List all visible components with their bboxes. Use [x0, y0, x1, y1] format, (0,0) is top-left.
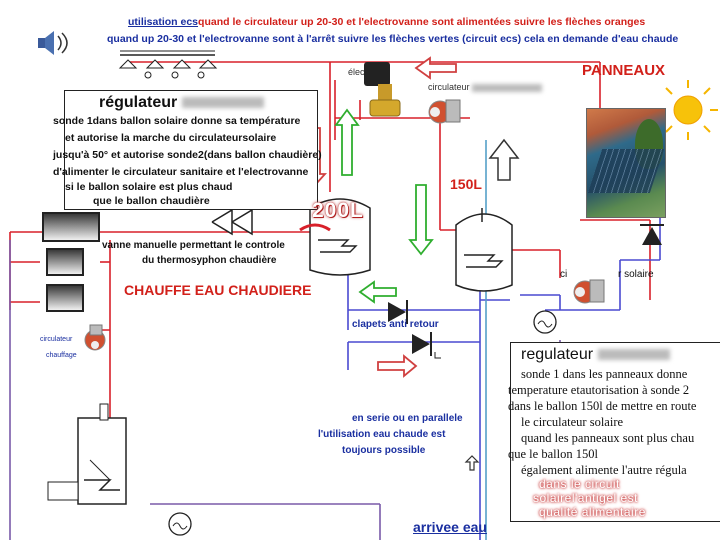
- label-clapets: clapets anti retour: [352, 319, 439, 330]
- regulator-2-line: le circulateur solaire: [521, 415, 624, 429]
- tank-150l-label: 150L: [450, 176, 482, 192]
- regulator-2-panel: [510, 342, 720, 522]
- radiator: [46, 248, 84, 276]
- orange-arrow: [378, 356, 416, 376]
- regulator-1-title: régulateur: [99, 94, 264, 112]
- label-chauffage: chauffage: [46, 352, 77, 359]
- note-serie-1: en serie ou en parallele: [352, 413, 463, 424]
- header-orange-instruction: quand le circulateur up 20-30 et l'electrovanne sont alimentées suivre les flèches oranges: [198, 16, 646, 28]
- regulator-2-antigel-line: qualité alimentaire: [539, 505, 646, 519]
- regulator-2-antigel-line: dans le circuit: [539, 477, 620, 491]
- tank-200l-label: 200L: [312, 199, 364, 222]
- note-serie-3: toujours possible: [342, 445, 426, 456]
- regulator-2-title: regulateur: [521, 346, 670, 364]
- regulator-1-line: d'alimenter le circulateur sanitaire et l'electrovanne: [53, 166, 309, 178]
- regulator-2-line: quand les panneaux sont plus chau: [521, 431, 695, 445]
- radiator: [46, 284, 84, 312]
- label-circulateur-chauffage: circulateur: [40, 336, 73, 343]
- regulator-1-line: sonde 1dans ballon solaire donne sa température: [53, 115, 301, 127]
- regulator-2-line: sonde 1 dans les panneaux donne: [521, 367, 688, 381]
- regulator-2-line: dans le ballon 150l de mettre en route: [508, 399, 697, 413]
- regulator-2-line: temperature etautorisation à sonde 2: [508, 383, 690, 397]
- green-arrow: [360, 282, 396, 302]
- tank-150l: [456, 208, 512, 291]
- up-arrow: [490, 140, 518, 180]
- temperature-sensor: [534, 311, 556, 333]
- regulator-2-antigel-line: solairel'antigel est: [533, 491, 639, 505]
- header-line-1: [128, 17, 645, 28]
- up-arrow: [466, 456, 478, 470]
- header-line-2: quand up 20-30 et l'electrovanne sont à l'arrêt suivre les flèches vertes (circuit ecs) cela en demande d'eau chaude: [107, 33, 679, 45]
- manual-valve[interactable]: [212, 210, 252, 234]
- shower-icon: [120, 51, 216, 78]
- regulator-1-line: si le ballon solaire est plus chaud: [65, 181, 233, 193]
- boiler: [48, 404, 126, 504]
- solar-panel-photo: [586, 108, 666, 218]
- regulator-1-line: et autorise la marche du circulateursolaire: [65, 132, 277, 144]
- label-circulateur-top: circulateur: [428, 83, 542, 92]
- green-arrow: [336, 110, 358, 175]
- label-panneaux: PANNEAUX: [582, 62, 666, 79]
- sun-icon: [658, 80, 718, 140]
- green-arrow: [410, 185, 432, 254]
- radiator: [42, 212, 100, 242]
- regulator-2-line: que le ballon 150l: [508, 447, 598, 461]
- header-utilisation: utilisation ecs: [128, 16, 199, 28]
- circulator-pump: [429, 100, 460, 123]
- label-vanne-manuelle: vanne manuelle permettant le controle: [102, 240, 285, 251]
- label-arrivee-eau: arrivee eau: [413, 519, 487, 535]
- label-thermosyphon: du thermosyphon chaudière: [142, 255, 277, 266]
- label-circulateur-solaire-b: r solaire: [618, 269, 654, 280]
- circulator-pump: [85, 325, 105, 350]
- regulator-2-line: également alimente l'autre régula: [521, 463, 687, 477]
- check-valve: [412, 332, 441, 358]
- circulator-pump: [574, 280, 604, 303]
- speaker-icon[interactable]: [38, 31, 67, 55]
- label-chauffe-eau-chaudiere: CHAUFFE EAU CHAUDIERE: [124, 282, 312, 298]
- regulator-1-line: jusqu'à 50° et autorise sonde2(dans ballon chaudière): [53, 149, 322, 161]
- electrovalve: [364, 62, 400, 116]
- regulator-1-line: que le ballon chaudière: [93, 195, 210, 207]
- label-electrovanne: élec: [348, 67, 365, 77]
- orange-arrow: [416, 58, 456, 78]
- note-serie-2: l'utilisation eau chaude est: [318, 429, 446, 440]
- temperature-sensor: [169, 513, 191, 535]
- label-circulateur-solaire-a: ci: [560, 269, 568, 280]
- regulator-1-panel: [53, 90, 322, 210]
